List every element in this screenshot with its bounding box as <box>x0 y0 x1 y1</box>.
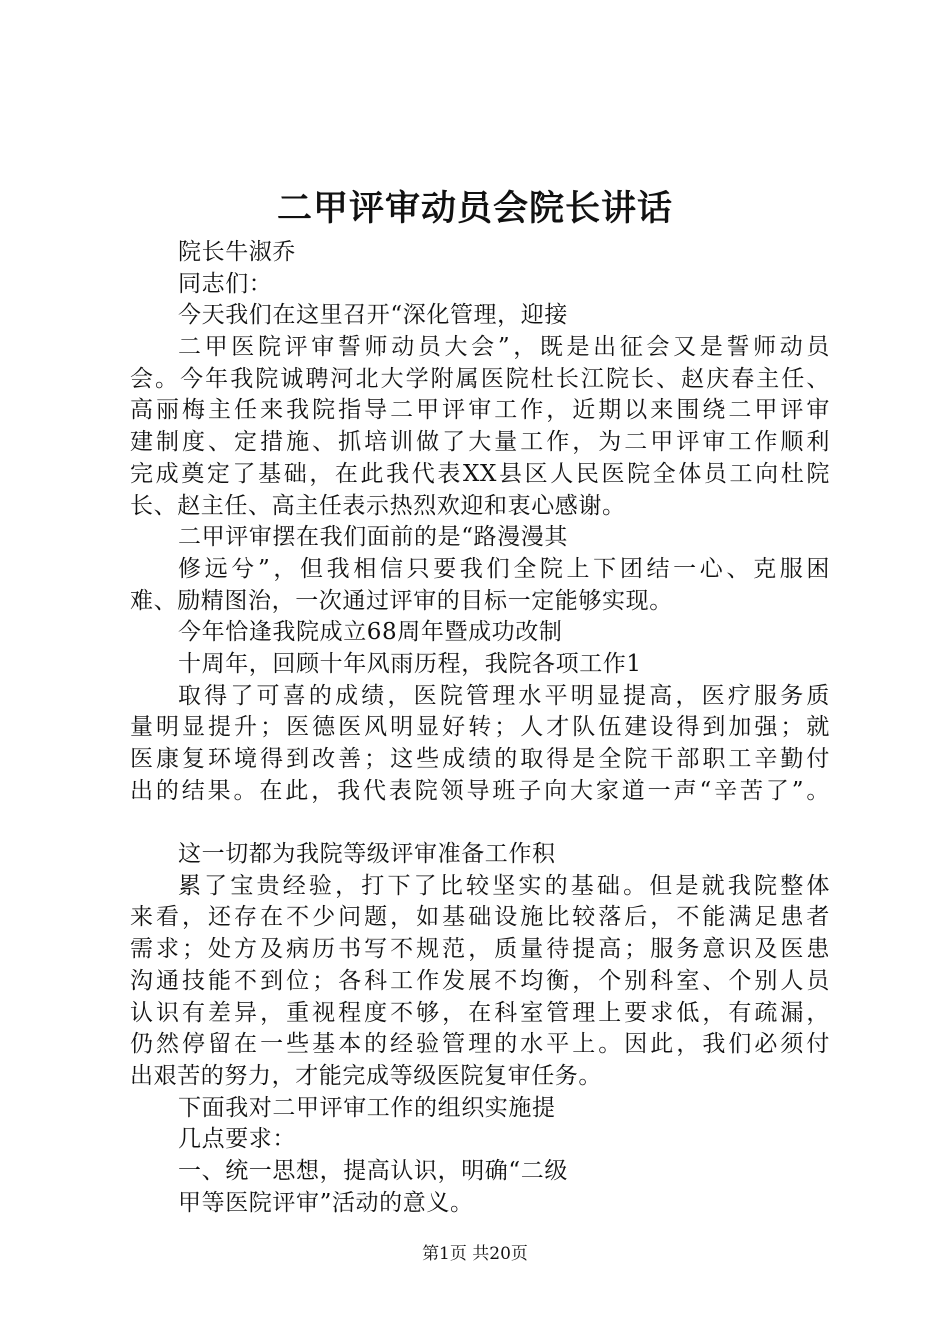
blank-line <box>130 807 830 839</box>
paragraph-line: 二甲医院评审誓师动员大会”，既是出征会又是誓师动员 <box>178 334 830 361</box>
section-heading-line: 甲等医院评审”活动的意义。 <box>178 1189 474 1216</box>
paragraph-line: 医康复环境得到改善；这些成绩的取得是全院干部职工辛勤付 <box>130 746 830 772</box>
paragraph-line: 高丽梅主任来我院指导二甲评审工作，近期以来围绕二甲评审 <box>130 397 830 424</box>
paragraph-line: 出的结果。在此，我代表院领导班子向大家道一声“辛苦了”。 <box>130 777 830 804</box>
paragraph-line: 仍然停留在一些基本的经验管理的水平上。因此，我们必须付 <box>130 1031 830 1058</box>
page-number-footer: 第1页 共20页 <box>422 1244 528 1264</box>
paragraph-line: 今年恰逢我院成立68周年暨成功改制 <box>178 619 563 646</box>
document-body <box>130 237 830 1219</box>
paragraph-line: 这一切都为我院等级评审准备工作积 <box>178 841 556 868</box>
paragraph-line: 二甲评审摆在我们面前的是“路漫漫其 <box>178 524 568 551</box>
section-heading-line: 一、统一思想，提高认识，明确“二级 <box>178 1157 568 1184</box>
document-title: 二甲评审动员会院长讲话 <box>276 188 673 229</box>
paragraph-line: 量明显提升；医德医风明显好转；人才队伍建设得到加强；就 <box>130 714 830 741</box>
paragraph-line: 几点要求： <box>178 1126 296 1153</box>
paragraph-line: 来看，还存在不少问题，如基础设施比较落后，不能满足患者 <box>130 904 830 931</box>
paragraph-line: 取得了可喜的成绩，医院管理水平明显提高，医疗服务质 <box>178 682 830 709</box>
paragraph-line: 十周年，回顾十年风雨历程，我院各项工作1 <box>178 650 642 677</box>
paragraph-line: 沟通技能不到位；各科工作发展不均衡，个别科室、个别人员 <box>130 967 830 994</box>
paragraph-line: 完成奠定了基础，在此我代表XX县区人民医院全体员工向杜院 <box>130 460 830 487</box>
paragraph-line: 出艰苦的努力，才能完成等级医院复审任务。 <box>130 1062 602 1089</box>
paragraph-line: 修远兮”，但我相信只要我们全院上下团结一心、克服困 <box>178 555 830 582</box>
speaker-line: 院长牛淑乔 <box>178 239 296 265</box>
paragraph-line: 累了宝贵经验，打下了比较坚实的基础。但是就我院整体 <box>178 872 830 899</box>
paragraph-line: 会。今年我院诚聘河北大学附属医院杜长江院长、赵庆春主任、 <box>130 365 830 392</box>
paragraph-line: 今天我们在这里召开“深化管理，迎接 <box>178 302 568 329</box>
paragraph-line: 认识有差异，重视程度不够，在科室管理上要求低，有疏漏， <box>130 999 830 1026</box>
salutation-line: 同志们： <box>178 270 273 297</box>
paragraph-line: 长、赵主任、高主任表示热烈欢迎和衷心感谢。 <box>130 492 626 519</box>
paragraph-line: 需求；处方及病历书写不规范，质量待提高；服务意识及医患 <box>130 936 830 963</box>
paragraph-line: 难、励精图治，一次通过评审的目标一定能够实现。 <box>130 587 673 614</box>
paragraph-line: 建制度、定措施、抓培训做了大量工作，为二甲评审工作顺利 <box>130 429 830 456</box>
paragraph-line: 下面我对二甲评审工作的组织实施提 <box>178 1094 556 1121</box>
